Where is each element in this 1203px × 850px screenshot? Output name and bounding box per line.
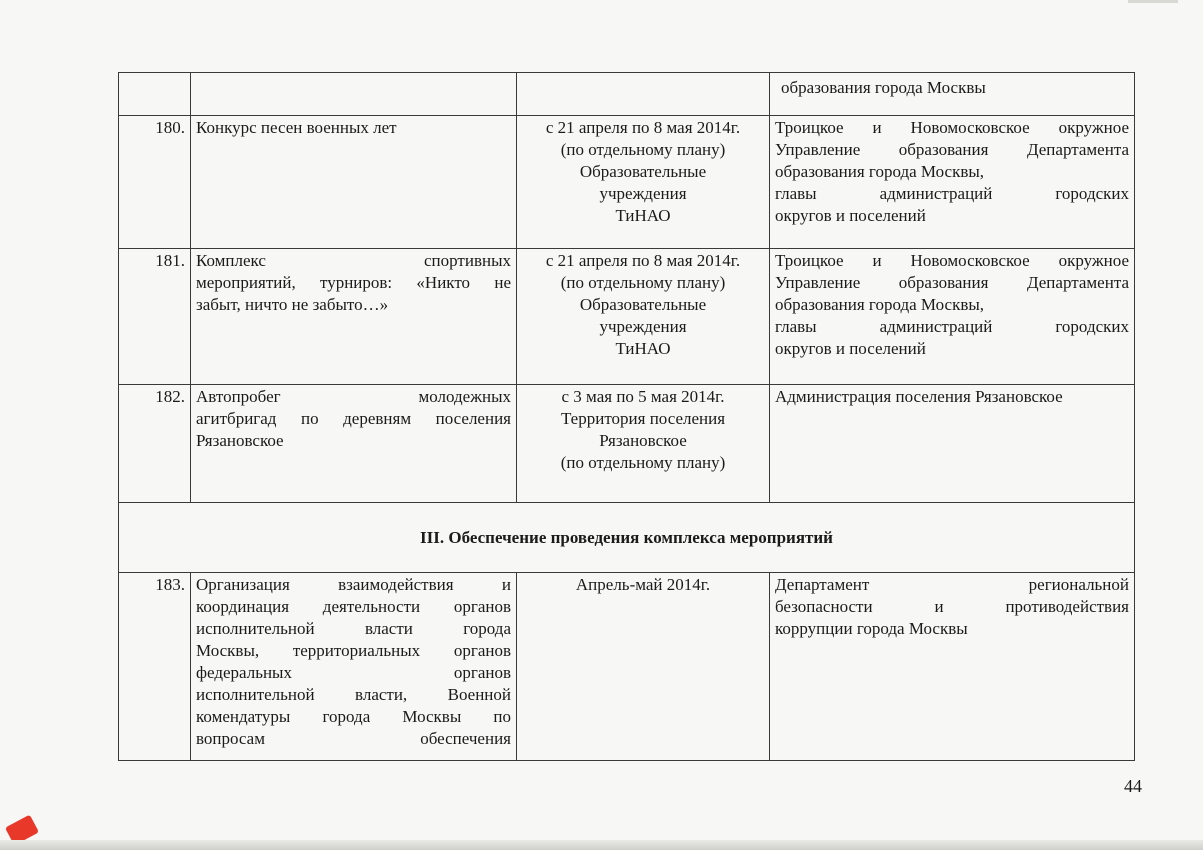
responsible-line: главы администраций городских [775,184,1129,203]
cell-responsible [770,573,1135,761]
responsible-line: образования города Москвы [781,78,986,97]
events-table [118,72,1135,761]
cell-date [517,385,770,503]
row-number: 180. [119,116,191,249]
table-row-continuation [119,73,1135,116]
cell-responsible [770,249,1135,385]
responsible-line: Управление образования Департамента [775,273,1129,292]
table-row [119,249,1135,385]
cell-responsible [770,73,1135,116]
cell-event [191,573,517,761]
table-row [119,573,1135,761]
responsible-line: Управление образования Департамента [775,140,1129,159]
date-line: учреждения [599,184,687,203]
responsible-line: Департамент региональной [775,575,1129,594]
responsible-line: образования города Москвы, [775,295,985,314]
event-line: Конкурс песен военных лет [196,118,397,137]
date-line: ТиНАО [615,339,671,358]
event-line: мероприятий, турниров: «Никто не [196,273,511,292]
responsible-line: округов и поселений [775,339,926,358]
event-line: координация деятельности органов [196,597,511,616]
cell-date [517,249,770,385]
date-line: (по отдельному плану) [560,140,726,159]
cell-event [191,249,517,385]
event-line: Автопробег молодежных [196,387,511,406]
section-title: III. Обеспечение проведения комплекса мероприятий [119,503,1135,573]
cell-date [517,116,770,249]
date-line: Образовательные [579,295,707,314]
scan-edge-mark [1128,0,1178,3]
row-number: 181. [119,249,191,385]
date-line: учреждения [599,317,687,336]
event-line: забыт, ничто не забыто…» [196,295,389,314]
date-line: Образовательные [579,162,707,181]
responsible-line: округов и поселений [775,206,926,225]
row-number: 182. [119,385,191,503]
date-line: Территория поселения [560,409,726,428]
date-line: Апрель-май 2014г. [575,575,711,594]
event-line: агитбригад по деревням поселения [196,409,511,428]
table-row [119,385,1135,503]
cell-responsible [770,385,1135,503]
responsible-line: главы администраций городских [775,317,1129,336]
event-line: федеральных органов [196,663,511,682]
date-line: (по отдельному плану) [560,453,726,472]
date-line: с 21 апреля по 8 мая 2014г. [545,118,741,137]
event-line: Организация взаимодействия и [196,575,511,594]
date-line: ТиНАО [615,206,671,225]
date-line: с 3 мая по 5 мая 2014г. [561,387,725,406]
cell-responsible [770,116,1135,249]
date-line: (по отдельному плану) [560,273,726,292]
cell-event [191,385,517,503]
cell-number [119,73,191,116]
date-line: с 21 апреля по 8 мая 2014г. [545,251,741,270]
responsible-line: Троицкое и Новомосковское окружное [775,251,1129,270]
event-line: комендатуры города Москвы по [196,707,511,726]
section-header-row [119,503,1135,573]
row-number: 183. [119,573,191,761]
event-line: вопросам обеспечения [196,729,511,748]
event-line: Комплекс спортивных [196,251,511,270]
event-line: Рязановское [196,431,284,450]
scan-bottom-edge [0,840,1203,850]
responsible-line: Администрация поселения Рязановское [775,387,1063,406]
cell-event [191,116,517,249]
cell-date [517,573,770,761]
event-line: Москвы, территориальных органов [196,641,511,660]
table-row [119,116,1135,249]
responsible-line: безопасности и противодействия [775,597,1129,616]
event-line: исполнительной власти города [196,619,511,638]
cell-event [191,73,517,116]
cell-date [517,73,770,116]
responsible-line: образования города Москвы, [775,162,985,181]
page-number: 44 [1124,776,1142,796]
responsible-line: коррупции города Москвы [775,619,968,638]
responsible-line: Троицкое и Новомосковское окружное [775,118,1129,137]
event-line: исполнительной власти, Военной [196,685,511,704]
date-line: Рязановское [599,431,687,450]
